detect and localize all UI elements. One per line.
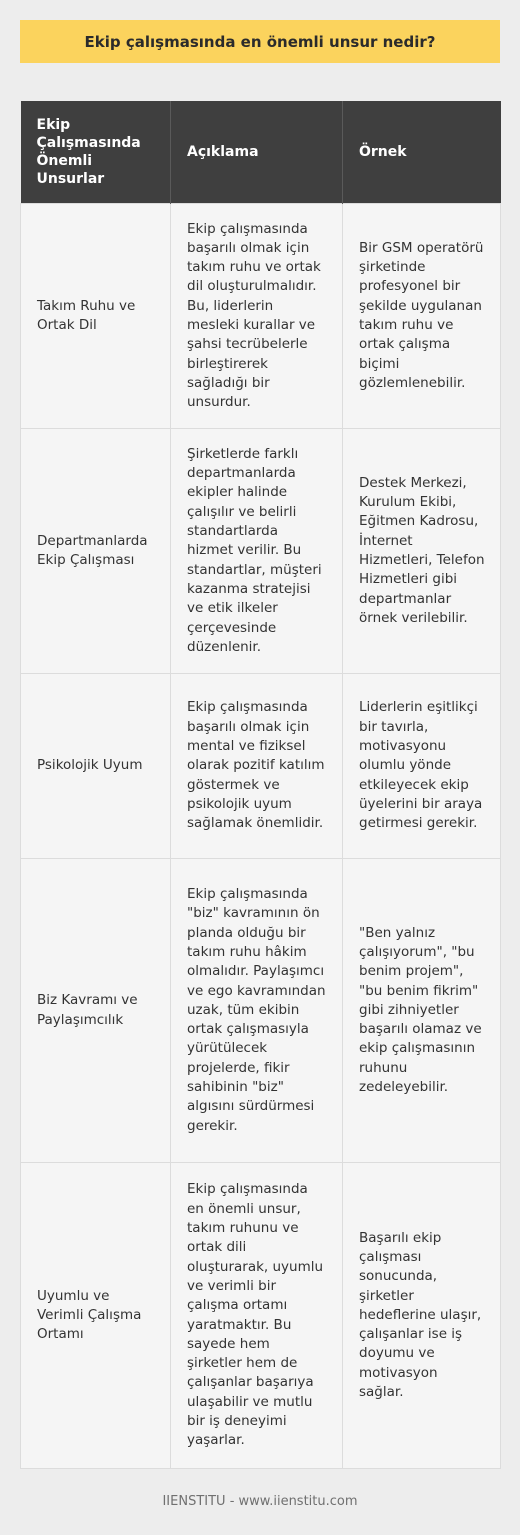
cell-ornek: Bir GSM operatörü şirketinde profesyonel bir şekilde uygulanan takım ruhu ve ortak çalışma biçimi gözlemlenebilir. bbox=[343, 204, 501, 429]
info-table bbox=[20, 101, 501, 1469]
table-row bbox=[21, 429, 501, 674]
cell-aciklama: Ekip çalışmasında başarılı olmak için mental ve fiziksel olarak pozitif katılım göstermek ve psikolojik uyum sağlamak önemlidir. bbox=[171, 674, 343, 859]
table-row bbox=[21, 204, 501, 429]
cell-unsur: Biz Kavramı ve Paylaşımcılık bbox=[21, 859, 171, 1163]
header-aciklama: Açıklama bbox=[171, 101, 343, 204]
header-unsurlar: Ekip Çalışmasında Önemli Unsurlar bbox=[21, 101, 171, 204]
cell-ornek: "Ben yalnız çalışıyorum", "bu benim projem", "bu benim fikrim" gibi zihniyetler başarılı olamaz ve ekip çalışmasının ruhunu zedeleyebilir. bbox=[343, 859, 501, 1163]
cell-unsur: Departmanlarda Ekip Çalışması bbox=[21, 429, 171, 674]
cell-aciklama: Şirketlerde farklı departmanlarda ekipler halinde çalışılır ve belirli standartlarda hizmet verilir. Bu standartlar, müşteri kazanma stratejisi ve etik ilkeler çerçevesinde düzenlenir. bbox=[171, 429, 343, 674]
table-row bbox=[21, 859, 501, 1163]
cell-unsur: Uyumlu ve Verimli Çalışma Ortamı bbox=[21, 1163, 171, 1469]
cell-aciklama: Ekip çalışmasında "biz" kavramının ön planda olduğu bir takım ruhu hâkim olmalıdır. Paylaşımcı ve ego kavramından uzak, tüm ekibin ortak çalışmasıyla yürütülecek projelerde, fikir sahibinin "biz" algısını sürdürmesi gerekir. bbox=[171, 859, 343, 1163]
table-row bbox=[21, 674, 501, 859]
cell-unsur: Psikolojik Uyum bbox=[21, 674, 171, 859]
cell-aciklama: Ekip çalışmasında en önemli unsur, takım ruhunu ve ortak dili oluşturarak, uyumlu ve verimli bir çalışma ortamı yaratmaktır. Bu sayede hem şirketler hem de çalışanlar başarıya ulaşabilir ve mutlu bir iş deneyimi yaşarlar. bbox=[171, 1163, 343, 1469]
page-title: Ekip çalışmasında en önemli unsur nedir? bbox=[84, 32, 436, 51]
page-title-banner bbox=[20, 20, 500, 63]
footer-credit: IIENSTITU - www.iienstitu.com bbox=[162, 1494, 358, 1509]
cell-ornek: Başarılı ekip çalışması sonucunda, şirketler hedeflerine ulaşır, çalışanlar ise iş doyumu ve motivasyon sağlar. bbox=[343, 1163, 501, 1469]
cell-ornek: Destek Merkezi, Kurulum Ekibi, Eğitmen Kadrosu, İnternet Hizmetleri, Telefon Hizmetleri gibi departmanlar örnek verilebilir. bbox=[343, 429, 501, 674]
table-row bbox=[21, 1163, 501, 1469]
cell-aciklama: Ekip çalışmasında başarılı olmak için takım ruhu ve ortak dil oluşturulmalıdır. Bu, liderlerin mesleki kurallar ve şahsi tecrübelerle birleştirerek sağladığı bir unsurdur. bbox=[171, 204, 343, 429]
header-ornek: Örnek bbox=[343, 101, 501, 204]
info-table-container bbox=[20, 101, 500, 1469]
cell-ornek: Liderlerin eşitlikçi bir tavırla, motivasyonu olumlu yönde etkileyecek ekip üyelerini bir araya getirmesi gerekir. bbox=[343, 674, 501, 859]
cell-unsur: Takım Ruhu ve Ortak Dil bbox=[21, 204, 171, 429]
table-header-row bbox=[21, 101, 501, 204]
